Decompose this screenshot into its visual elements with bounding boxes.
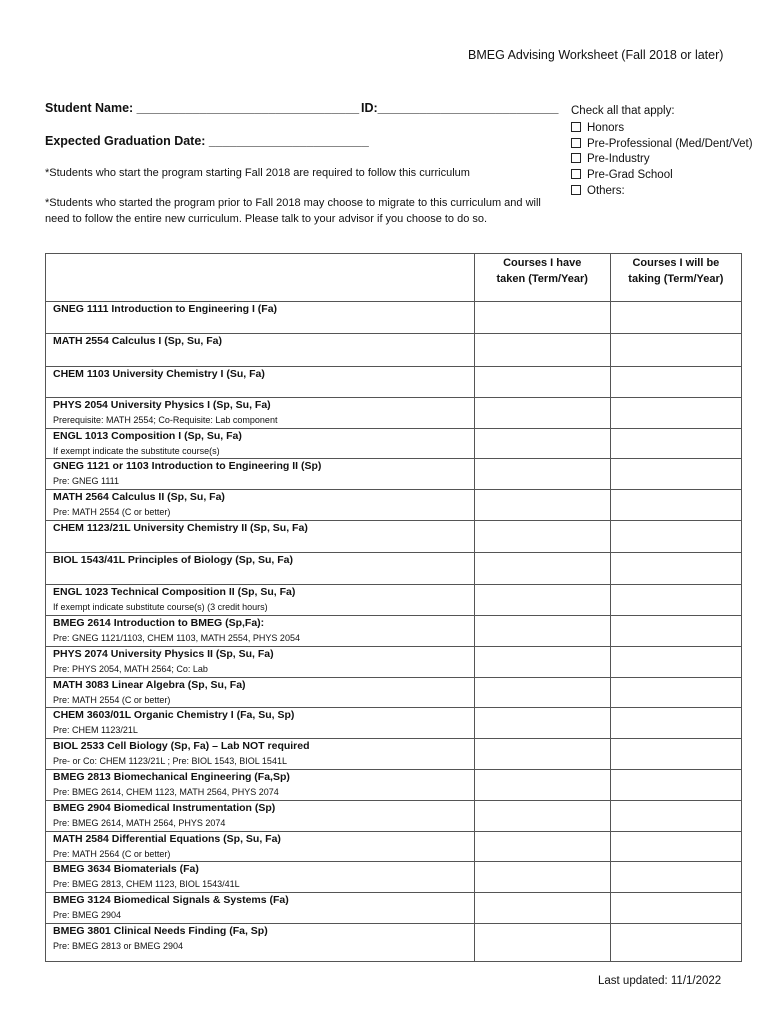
checklist-item-label: Pre-Grad School	[587, 169, 673, 182]
course-cell	[46, 893, 475, 924]
course-cell	[46, 801, 475, 832]
course-row	[46, 459, 742, 490]
checklist-item-others[interactable]	[571, 184, 753, 200]
checklist-item-pre-professional[interactable]	[571, 137, 753, 153]
student-name-field[interactable]: Student Name: ________________________________	[45, 101, 360, 115]
planned-term-cell[interactable]	[610, 739, 741, 770]
planned-term-cell[interactable]	[610, 616, 741, 647]
course-cell	[46, 334, 475, 367]
course-row	[46, 334, 742, 367]
planned-term-cell[interactable]	[610, 459, 741, 490]
course-row	[46, 521, 742, 553]
course-row	[46, 801, 742, 832]
checkbox-icon[interactable]	[571, 169, 581, 179]
course-cell	[46, 616, 475, 647]
taken-term-cell[interactable]	[474, 862, 610, 893]
planned-term-cell[interactable]	[610, 924, 741, 962]
course-prerequisite-note: Pre: BMEG 2813 or BMEG 2904	[53, 941, 184, 951]
curriculum-note-2: *Students who started the program prior to Fall 2018 may choose to migrate to this curriculum and will need to follow the entire new curriculum. Please talk to your advisor if you choose to do so.	[45, 197, 541, 225]
checklist-item-pre-industry[interactable]	[571, 152, 753, 168]
course-prerequisite-note: Prerequisite: MATH 2554; Co-Requisite: Lab component	[53, 415, 278, 425]
course-prerequisite-note: Pre: GNEG 1121/1103, CHEM 1103, MATH 2554, PHYS 2054	[53, 633, 300, 643]
course-prerequisite-note: Pre: MATH 2554 (C or better)	[53, 507, 171, 517]
course-title: CHEM 3603/01L Organic Chemistry I (Fa, Su, Sp)	[53, 709, 295, 721]
course-prerequisite-note: Pre: BMEG 2813, CHEM 1123, BIOL 1543/41L	[53, 879, 240, 889]
course-prerequisite-note: Pre: BMEG 2614, MATH 2564, PHYS 2074	[53, 818, 226, 828]
course-title: CHEM 1103 University Chemistry I (Su, Fa)	[53, 368, 265, 380]
course-prerequisite-note: Pre: GNEG 1111	[53, 476, 120, 486]
will-take-column-label: Courses I will be taking (Term/Year)	[628, 257, 724, 285]
course-title: ENGL 1023 Technical Composition II (Sp, Su, Fa)	[53, 586, 296, 598]
page-title: BMEG Advising Worksheet (Fall 2018 or later)	[468, 48, 724, 62]
course-cell	[46, 770, 475, 801]
course-row	[46, 616, 742, 647]
course-prerequisite-note: Pre: CHEM 1123/21L	[53, 725, 138, 735]
taken-term-cell[interactable]	[474, 553, 610, 585]
course-cell	[46, 678, 475, 708]
course-cell	[46, 708, 475, 739]
last-updated: Last updated: 11/1/2022	[598, 975, 722, 987]
course-row	[46, 739, 742, 770]
checklist-heading: Check all that apply:	[571, 105, 675, 117]
course-title: GNEG 1111 Introduction to Engineering I (Fa)	[53, 303, 278, 315]
will-take-column-header	[610, 254, 741, 302]
taken-term-cell[interactable]	[474, 490, 610, 521]
course-title: MATH 2554 Calculus I (Sp, Su, Fa)	[53, 335, 223, 347]
taken-term-cell[interactable]	[474, 616, 610, 647]
planned-term-cell[interactable]	[610, 302, 741, 334]
course-prerequisite-note: If exempt indicate substitute course(s) (3 credit hours)	[53, 602, 268, 612]
checklist-item-label: Pre-Professional (Med/Dent/Vet)	[587, 137, 753, 150]
course-prerequisite-note: Pre: MATH 2554 (C or better)	[53, 695, 171, 705]
planned-term-cell[interactable]	[610, 801, 741, 832]
course-cell	[46, 429, 475, 459]
checklist-item-label: Pre-Industry	[587, 153, 650, 166]
course-row	[46, 647, 742, 678]
course-row	[46, 585, 742, 616]
course-row	[46, 832, 742, 862]
planned-term-cell[interactable]	[610, 521, 741, 553]
course-title: BIOL 2533 Cell Biology (Sp, Fa) – Lab NOT required	[53, 740, 310, 752]
course-rows	[46, 302, 742, 962]
checkbox-icon[interactable]	[571, 122, 581, 132]
graduation-date-field[interactable]: Expected Graduation Date: _______________________	[45, 134, 369, 148]
checklist-item-pre-grad-school[interactable]	[571, 168, 753, 184]
taken-term-cell[interactable]	[474, 302, 610, 334]
course-row	[46, 893, 742, 924]
taken-column-label: Courses I have taken (Term/Year)	[496, 257, 588, 285]
course-title: PHYS 2054 University Physics I (Sp, Su, Fa)	[53, 399, 271, 411]
taken-term-cell[interactable]	[474, 459, 610, 490]
course-row	[46, 770, 742, 801]
course-cell	[46, 832, 475, 862]
track-checklist	[571, 121, 753, 199]
checkbox-icon[interactable]	[571, 138, 581, 148]
taken-column-header	[474, 254, 610, 302]
taken-term-cell[interactable]	[474, 924, 610, 962]
course-prerequisite-note: If exempt indicate the substitute course(s)	[53, 446, 220, 456]
course-row	[46, 678, 742, 708]
taken-term-cell[interactable]	[474, 334, 610, 367]
course-title: GNEG 1121 or 1103 Introduction to Engineering II (Sp)	[53, 460, 322, 472]
planned-term-cell[interactable]	[610, 678, 741, 708]
course-row	[46, 302, 742, 334]
course-row	[46, 924, 742, 962]
planned-term-cell[interactable]	[610, 367, 741, 398]
course-cell	[46, 553, 475, 585]
taken-term-cell[interactable]	[474, 893, 610, 924]
course-prerequisite-note: Pre- or Co: CHEM 1123/21L ; Pre: BIOL 1543, BIOL 1541L	[53, 756, 287, 766]
course-title: BIOL 1543/41L Principles of Biology (Sp, Su, Fa)	[53, 554, 294, 566]
taken-term-cell[interactable]	[474, 585, 610, 616]
course-prerequisite-note: Pre: BMEG 2904	[53, 910, 122, 920]
course-title: PHYS 2074 University Physics II (Sp, Su, Fa)	[53, 648, 274, 660]
planned-term-cell[interactable]	[610, 398, 741, 429]
course-row	[46, 490, 742, 521]
course-column-header	[46, 254, 475, 302]
course-prerequisite-note: Pre: MATH 2564 (C or better)	[53, 849, 171, 859]
course-cell	[46, 398, 475, 429]
course-cell	[46, 367, 475, 398]
planned-term-cell[interactable]	[610, 862, 741, 893]
planned-term-cell[interactable]	[610, 553, 741, 585]
planned-term-cell[interactable]	[610, 585, 741, 616]
checkbox-icon[interactable]	[571, 153, 581, 163]
taken-term-cell[interactable]	[474, 678, 610, 708]
course-title: MATH 2584 Differential Equations (Sp, Su, Fa)	[53, 833, 281, 845]
course-cell	[46, 521, 475, 553]
course-title: MATH 2564 Calculus II (Sp, Su, Fa)	[53, 491, 225, 503]
taken-term-cell[interactable]	[474, 429, 610, 459]
course-cell	[46, 739, 475, 770]
taken-term-cell[interactable]	[474, 708, 610, 739]
course-row	[46, 398, 742, 429]
checkbox-icon[interactable]	[571, 185, 581, 195]
course-prerequisite-note: Pre: BMEG 2614, CHEM 1123, MATH 2564, PHYS 2074	[53, 787, 279, 797]
course-row	[46, 862, 742, 893]
course-title: CHEM 1123/21L University Chemistry II (Sp, Su, Fa)	[53, 522, 308, 534]
taken-term-cell[interactable]	[474, 832, 610, 862]
planned-term-cell[interactable]	[610, 893, 741, 924]
taken-term-cell[interactable]	[474, 367, 610, 398]
planned-term-cell[interactable]	[610, 429, 741, 459]
taken-term-cell[interactable]	[474, 801, 610, 832]
planned-term-cell[interactable]	[610, 647, 741, 678]
course-row	[46, 553, 742, 585]
planned-term-cell[interactable]	[610, 832, 741, 862]
course-title: BMEG 2904 Biomedical Instrumentation (Sp)	[53, 802, 276, 814]
taken-term-cell[interactable]	[474, 398, 610, 429]
course-prerequisite-note: Pre: PHYS 2054, MATH 2564; Co: Lab	[53, 664, 208, 674]
checklist-item-label: Others:	[587, 184, 625, 197]
course-title: BMEG 2813 Biomechanical Engineering (Fa,Sp)	[53, 771, 290, 783]
course-cell	[46, 862, 475, 893]
planned-term-cell[interactable]	[610, 770, 741, 801]
checklist-item-label: Honors	[587, 122, 625, 134]
course-row	[46, 708, 742, 739]
checklist-item-honors[interactable]	[571, 121, 753, 137]
course-title: ENGL 1013 Composition I (Sp, Su, Fa)	[53, 430, 242, 442]
course-table	[45, 253, 742, 962]
course-cell	[46, 302, 475, 334]
taken-term-cell[interactable]	[474, 521, 610, 553]
curriculum-note-1: *Students who start the program starting Fall 2018 are required to follow this curriculum	[45, 167, 470, 179]
course-cell	[46, 490, 475, 521]
planned-term-cell[interactable]	[610, 708, 741, 739]
course-row	[46, 367, 742, 398]
course-row	[46, 429, 742, 459]
taken-term-cell[interactable]	[474, 770, 610, 801]
planned-term-cell[interactable]	[610, 490, 741, 521]
table-header-row	[46, 254, 742, 302]
course-title: BMEG 2614 Introduction to BMEG (Sp,Fa):	[53, 617, 265, 629]
id-field[interactable]: ID:__________________________	[361, 101, 559, 115]
course-cell	[46, 924, 475, 962]
taken-term-cell[interactable]	[474, 739, 610, 770]
course-cell	[46, 585, 475, 616]
planned-term-cell[interactable]	[610, 334, 741, 367]
course-cell	[46, 647, 475, 678]
course-title: BMEG 3124 Biomedical Signals & Systems (Fa)	[53, 894, 289, 906]
course-title: BMEG 3801 Clinical Needs Finding (Fa, Sp)	[53, 925, 268, 937]
course-title: MATH 3083 Linear Algebra (Sp, Su, Fa)	[53, 679, 246, 691]
course-cell	[46, 459, 475, 490]
taken-term-cell[interactable]	[474, 647, 610, 678]
course-title: BMEG 3634 Biomaterials (Fa)	[53, 863, 199, 875]
